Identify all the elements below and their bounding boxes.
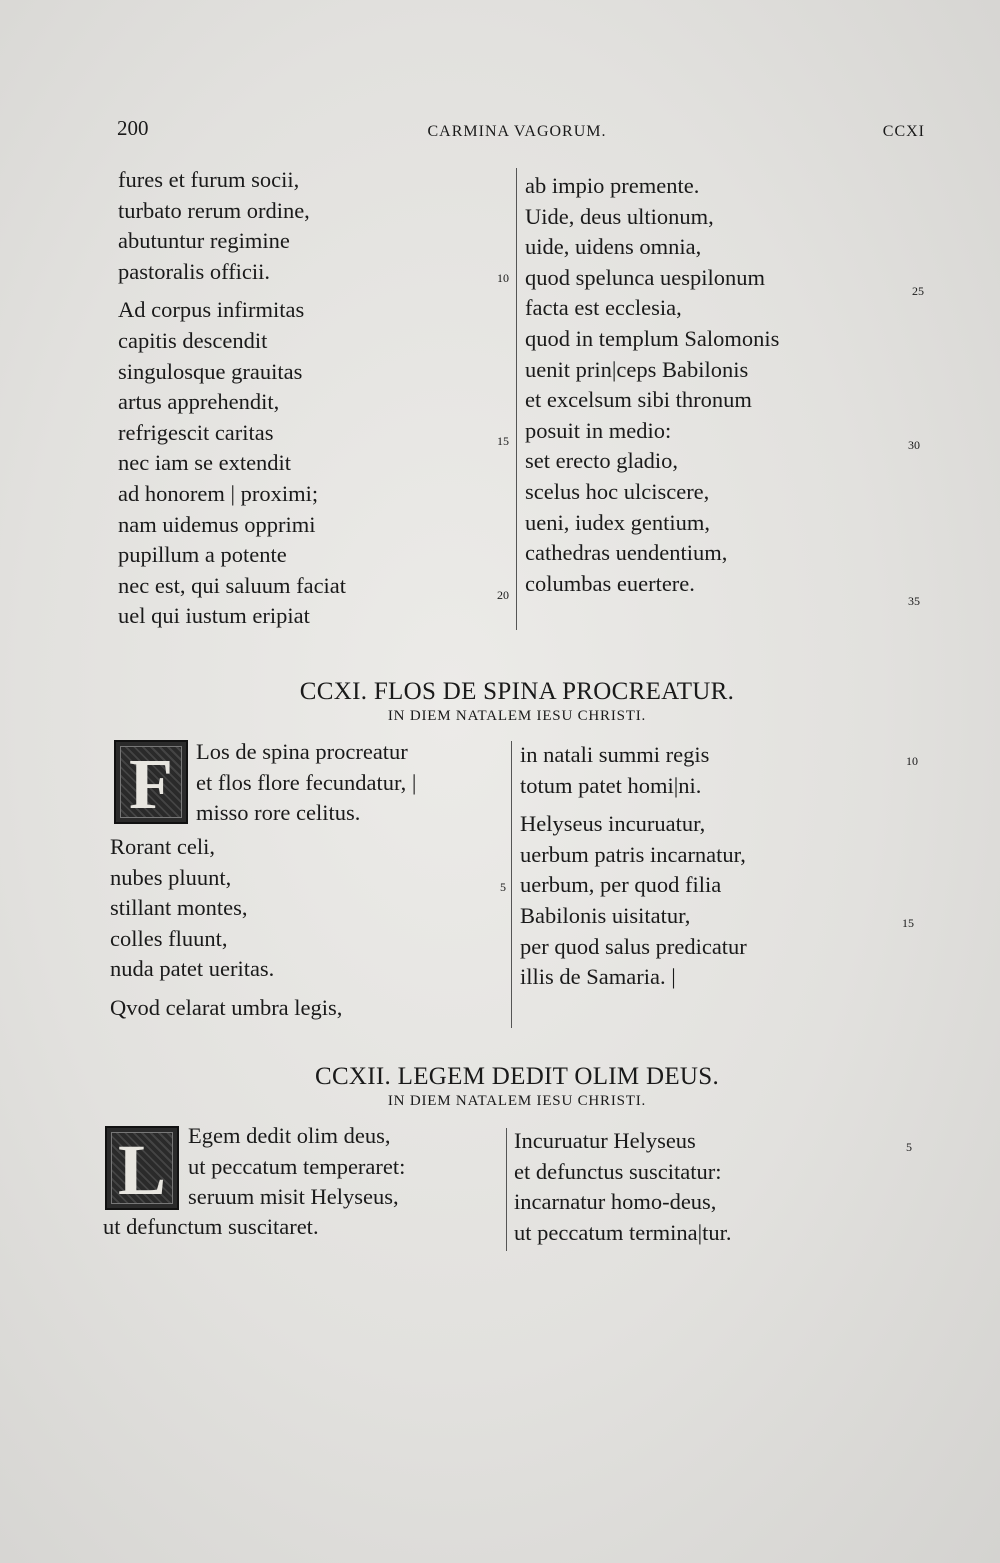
verse-line: uide, uidens omnia, [525, 234, 702, 260]
verse-line: Qvod celarat umbra legis, [110, 994, 343, 1020]
verse-line: columbas euertere. [525, 570, 695, 596]
column-divider [511, 741, 512, 1028]
verse-line: pastoralis officii. [118, 258, 271, 284]
verse-line: Ad corpus infirmitas [118, 297, 305, 323]
verse-line: uel qui iustum eripiat [118, 603, 310, 629]
verse-line: nubes pluunt, [110, 864, 232, 890]
line-number: 10 [906, 754, 918, 768]
line-number: 15 [902, 916, 914, 930]
line-number: 10 [497, 271, 509, 285]
verse-line: capitis descendit [118, 327, 268, 353]
verse-line: in natali summi regis [520, 742, 710, 767]
verse-line: singulosque grauitas [118, 358, 303, 384]
verse-line: pupillum a potente [118, 542, 287, 568]
verse-line: uerbum patris incarnatur, [520, 841, 746, 867]
initial-letter: L [117, 1130, 167, 1210]
verse-line: Rorant celi, [110, 834, 215, 859]
verse-line: totum patet homi|ni. [520, 772, 702, 798]
line-number: 35 [908, 594, 920, 608]
verse-line: et flos flore fecundatur, | [196, 769, 417, 795]
verse-line: uerbum, per quod filia [520, 872, 722, 898]
verse-line: turbato rerum ordine, [118, 197, 310, 223]
running-title: CARMINA VAGORUM. [427, 123, 607, 140]
verse-line: ut peccatum termina|tur. [514, 1219, 732, 1245]
section-reference: CCXI [882, 123, 925, 140]
decorated-initial-l [105, 1126, 179, 1210]
column-divider [506, 1128, 507, 1251]
verse-line: facta est ecclesia, [525, 295, 682, 321]
verse-line: quod in templum Salomonis [525, 325, 780, 351]
verse-line: ab impio premente. [525, 173, 700, 198]
decorated-initial-f [114, 740, 188, 824]
verse-line: nam uidemus opprimi [118, 511, 316, 537]
verse-line: ad honorem | proximi; [118, 480, 319, 506]
poem-title: CCXI. FLOS DE SPINA PROCREATUR. [299, 678, 735, 705]
verse-line: artus apprehendit, [118, 389, 280, 415]
verse-line: et defunctus suscitatur: [514, 1158, 722, 1184]
verse-line: illis de Samaria. | [520, 964, 676, 990]
line-number: 30 [908, 438, 920, 452]
verse-line: incarnatur homo-deus, [514, 1189, 717, 1215]
poem2-right-column [520, 740, 747, 993]
poem-subtitle: IN DIEM NATALEM IESU CHRISTI. [387, 1093, 647, 1109]
column-divider [516, 168, 517, 630]
verse-line: colles fluunt, [110, 925, 228, 951]
initial-letter: F [129, 744, 173, 824]
verse-line: stillant montes, [110, 895, 248, 921]
line-number: 5 [500, 880, 506, 894]
poem2-left-column [110, 832, 342, 1024]
poem3-right-column [514, 1126, 732, 1248]
verse-line: scelus hoc ulciscere, [525, 478, 710, 504]
poem-subtitle: IN DIEM NATALEM IESU CHRISTI. [387, 708, 647, 724]
verse-line: nec iam se extendit [118, 450, 292, 476]
verse-line: nec est, qui saluum faciat [118, 572, 347, 598]
verse-line: seruum misit Helyseus, [188, 1184, 399, 1210]
verse-line: refrigescit caritas [118, 419, 274, 445]
verse-line: ut peccatum temperaret: [188, 1153, 406, 1179]
verse-line: abutuntur regimine [118, 228, 290, 254]
poem2-heading [0, 678, 1000, 725]
poem3-heading [0, 1063, 1000, 1110]
verse-line: posuit in medio: [525, 417, 672, 443]
verse-line: per quod salus predicatur [520, 933, 747, 959]
verse-line: ueni, iudex gentium, [525, 509, 710, 535]
line-number: 5 [906, 1140, 912, 1154]
poem3-indented-lines [188, 1121, 405, 1213]
line-number: 25 [912, 284, 924, 298]
verse-line: Los de spina procreatur [196, 739, 408, 764]
verse-line: Egem dedit olim deus, [188, 1123, 391, 1148]
verse-line: misso rore celitus. [196, 800, 361, 826]
line-number: 15 [497, 434, 509, 448]
poem1-right-column [525, 171, 779, 599]
verse-line: ut defunctum suscitaret. [103, 1214, 319, 1239]
verse-line: uenit prin|ceps Babilonis [525, 356, 749, 382]
line-number: 20 [497, 588, 509, 602]
poem1-left-column [118, 165, 346, 632]
poem-title: CCXII. LEGEM DEDIT OLIM DEUS. [314, 1063, 720, 1090]
verse-line: nuda patet ueritas. [110, 956, 275, 982]
verse-line: Incuruatur Helyseus [514, 1128, 696, 1153]
poem2-indented-lines [196, 737, 416, 829]
verse-line: Babilonis uisitatur, [520, 902, 691, 928]
page-number: 200 [117, 116, 149, 140]
verse-line: cathedras uendentium, [525, 540, 728, 566]
verse-line: Uide, deus ultionum, [525, 203, 714, 229]
verse-line: set erecto gladio, [525, 448, 679, 474]
verse-line: quod spelunca uespilonum [525, 264, 765, 290]
poem3-left-column [103, 1212, 319, 1243]
verse-line: et excelsum sibi thronum [525, 387, 752, 413]
verse-line: fures et furum socii, [118, 167, 300, 192]
verse-line: Helyseus incuruatur, [520, 811, 706, 837]
